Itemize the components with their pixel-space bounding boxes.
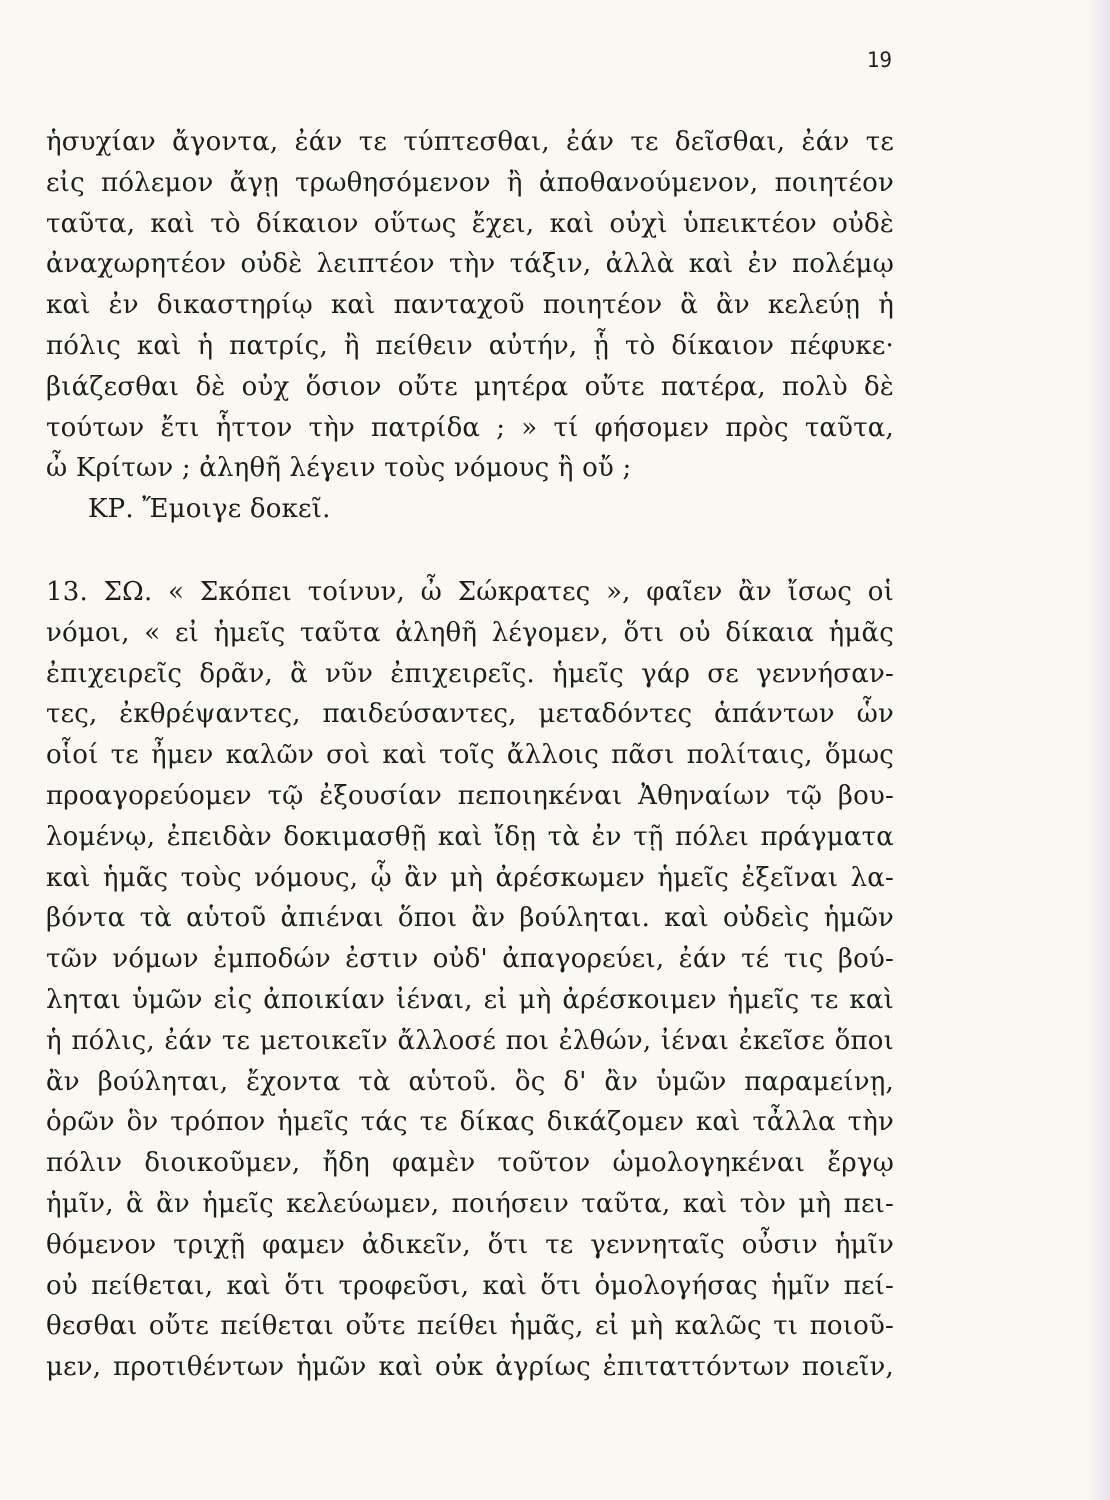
text-line: θόμενον τριχῇ φαμεν ἀδικεῖν, ὅτι τε γεννηταῖς οὖσιν ἡμῖν <box>46 1229 894 1260</box>
text-line: λομένῳ, ἐπειδὰν δοκιμασθῇ καὶ ἴδῃ τὰ ἐν τῇ πόλει πράγματα <box>46 821 894 852</box>
text-line: τῶν νόμων ἐμποδών ἐστιν οὐδ' ἀπαγορεύει, ἐάν τέ τις βού- <box>46 944 894 975</box>
text-line: ἂν βούληται, ἔχοντα τὰ αὑτοῦ. ὃς δ' ἂν ὑμῶν παραμείνῃ, <box>46 1066 894 1097</box>
text-line: εἰς πόλεμον ἄγῃ τρωθησόμενον ἢ ἀποθανούμενον, ποιητέον <box>46 167 894 198</box>
text-line: ἀναχωρητέον οὐδὲ λειπτέον τὴν τάξιν, ἀλλὰ καὶ ἐν πολέμῳ <box>46 249 894 280</box>
paragraph-gap <box>46 530 894 572</box>
page-edge-shadow <box>1086 0 1110 1500</box>
text-line: ἐπιχειρεῖς δρᾶν, ἃ νῦν ἐπιχειρεῖς. ἡμεῖς γάρ σε γεννήσαν- <box>46 658 894 689</box>
page-number: 19 <box>866 48 892 72</box>
text-line: θεσθαι οὔτε πείθεται οὔτε πείθει ἡμᾶς, εἰ μὴ καλῶς τι ποιοῦ- <box>46 1311 894 1342</box>
text-line: οἷοί τε ἦμεν καλῶν σοὶ καὶ τοῖς ἄλλοις πᾶσι πολίταις, ὅμως <box>46 740 894 771</box>
text-line: προαγορεύομεν τῷ ἐξουσίαν πεποιηκέναι Ἀθηναίων τῷ βου- <box>46 780 894 811</box>
body-text <box>46 122 894 1388</box>
text-line: βόντα τὰ αὑτοῦ ἀπιέναι ὅποι ἂν βούληται. καὶ οὐδεὶς ἡμῶν <box>46 903 894 934</box>
text-line: καὶ ἡμᾶς τοὺς νόμους, ᾧ ἂν μὴ ἀρέσκωμεν ἡμεῖς ἐξεῖναι λα- <box>46 862 894 893</box>
text-line: μεν, προτιθέντων ἡμῶν καὶ οὐκ ἀγρίως ἐπιταττόντων ποιεῖν, <box>46 1352 894 1383</box>
text-line: ἡσυχίαν ἄγοντα, ἐάν τε τύπτεσθαι, ἐάν τε δεῖσθαι, ἐάν τε <box>46 127 894 157</box>
text-line: ἡ πόλις, ἐάν τε μετοικεῖν ἄλλοσέ ποι ἐλθών, ἰέναι ἐκεῖσε ὅποι <box>46 1025 894 1056</box>
text-line: ταῦτα, καὶ τὸ δίκαιον οὕτως ἔχει, καὶ οὐχὶ ὑπεικτέον οὐδὲ <box>46 208 894 239</box>
text-line: τες, ἐκθρέψαντες, παιδεύσαντες, μεταδόντες ἁπάντων ὧν <box>46 699 894 730</box>
text-line: βιάζεσθαι δὲ οὐχ ὅσιον οὔτε μητέρα οὔτε πατέρα, πολὺ δὲ <box>46 371 894 402</box>
text-line: ἡμῖν, ἃ ἂν ἡμεῖς κελεύωμεν, ποιήσειν ταῦτα, καὶ τὸν μὴ πει- <box>46 1188 894 1219</box>
text-line: ὁρῶν ὃν τρόπον ἡμεῖς τάς τε δίκας δικάζομεν καὶ τἆλλα τὴν <box>46 1107 894 1138</box>
speaker-line: ΚΡ. Ἔμοιγε δοκεῖ. <box>88 494 331 525</box>
text-line: πόλιν διοικοῦμεν, ἤδη φαμὲν τοῦτον ὡμολογηκέναι ἔργῳ <box>46 1148 894 1179</box>
text-line: ὦ Κρίτων ; ἀληθῆ λέγειν τοὺς νόμους ἢ οὔ ; <box>46 453 632 484</box>
text-line: τούτων ἔτι ἧττον τὴν πατρίδα ; » τί φήσομεν πρὸς ταῦτα, <box>46 412 894 443</box>
text-line: πόλις καὶ ἡ πατρίς, ἢ πείθειν αὐτήν, ᾗ τὸ δίκαιον πέφυκε· <box>46 330 894 361</box>
text-line: νόμοι, « εἰ ἡμεῖς ταῦτα ἀληθῆ λέγομεν, ὅτι οὐ δίκαια ἡμᾶς <box>46 617 894 648</box>
text-line: καὶ ἐν δικαστηρίῳ καὶ πανταχοῦ ποιητέον ἃ ἂν κελεύῃ ἡ <box>46 290 894 321</box>
text-line: οὐ πείθεται, καὶ ὅτι τροφεῦσι, καὶ ὅτι ὁμολογήσας ἡμῖν πεί- <box>46 1270 894 1301</box>
text-line: ληται ὑμῶν εἰς ἀποικίαν ἰέναι, εἰ μὴ ἀρέσκοιμεν ἡμεῖς τε καὶ <box>46 984 894 1015</box>
section-start-line: 13. ΣΩ. « Σκόπει τοίνυν, ὦ Σώκρατες », φαῖεν ἂν ἴσως οἱ <box>46 576 894 607</box>
